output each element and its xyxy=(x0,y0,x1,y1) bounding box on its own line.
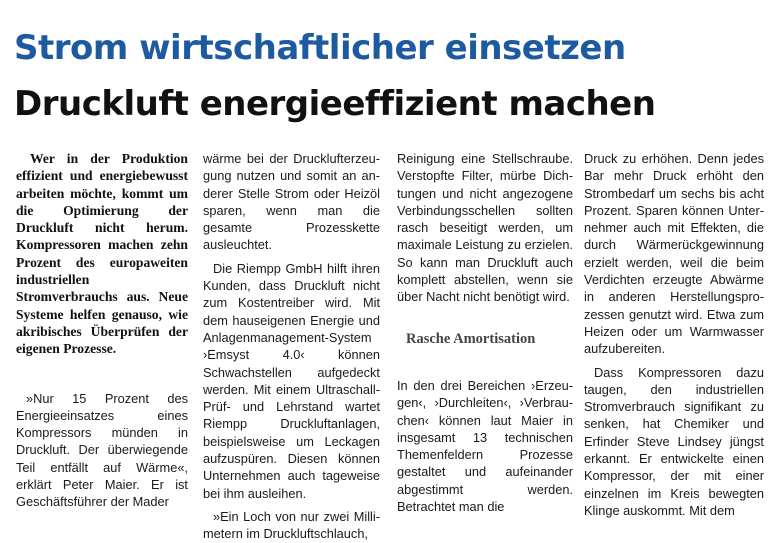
article-title: Druckluft energieeffizient machen xyxy=(14,84,656,124)
paragraph: Die Riempp GmbH hilft ihren Kunden, dass Druckluft nicht zum Kostentreiber wird. Mit dem hauseigenen Energie und Anlagenmanagement-System ›Emsyst 4.0‹ können Schwachstellen aufgedeckt werden. Mit einem Ultraschall-Prüf- und Lehrstand wartet Riempp Druckluftanlagen, beispielsweise um Leckagen aufzuspüren. Diesen können Unternehmen auch tageweise bei ihm ausleihen. xyxy=(203,260,380,501)
text-column-1 xyxy=(16,150,188,512)
paragraph: Dass Kompressoren dazu taugen, den industriellen Stromverbrauch signifikant zu senken, hat Chemiker und Erfinder Steve Lindsey jüngst erkannt. Er entwickelte einen Kompressor, der mit einer einzelnen im Kreis bewegten Klinge auskommt. Mit dem xyxy=(584,364,764,518)
text-column-3 xyxy=(397,150,573,515)
article-kicker: Strom wirtschaftlicher einsetzen xyxy=(14,28,626,68)
paragraph: wärme bei der Drucklufterzeugung nutzen und somit an anderer Stelle Strom oder Heizöl sparen, wenn man die gesamte Prozesskette ausleuchtet. xyxy=(203,151,380,253)
paragraph: Druck zu erhöhen. Denn jedes Bar mehr Druck erhöht den Strombedarf um sechs bis acht Prozent. Sparen können Unternehmer auch mit Effekten, die durch Wärmerückgewinnung erzielt werden, weil die beim Verdichten erzeugte Abwärme in anderen Herstellungsprozessen genutzt wird. Etwa zum Heizen oder um Warmwasser aufzubereiten. xyxy=(584,151,764,357)
section-subheading: Rasche Amortisation xyxy=(406,330,536,347)
article-lead: Wer in der Produktion effizient und energiebewusst arbeiten möchte, kommt um die Optimierung der Druckluft nicht herum. Kompressoren machen zehn Prozent des europaweiten industriellen Stromverbrauchs aus. Neue Systeme helfen genauso, wie akribisches Überprüfen der eigenen Prozesse. xyxy=(16,151,188,357)
paragraph: In den drei Bereichen ›Erzeugen‹, ›Durchleiten‹, ›Verbrauchen‹ können laut Maier in insgesamt 13 technischen Themenfeldern Prozesse gestaltet und aufeinander abgestimmt werden. Betrachtet man die xyxy=(397,377,573,515)
paragraph: »Ein Loch von nur zwei Millimetern im Druckluftschlauch, xyxy=(203,508,380,542)
text-column-2 xyxy=(203,150,380,542)
paragraph: »Nur 15 Prozent des Energieeinsatzes eines Kompressors münden in Druckluft. Der überwiegende Teil entfällt auf Wärme«, erklärt Peter Maier. Er ist Geschäftsführer der Mader xyxy=(16,390,188,510)
paragraph: Reinigung eine Stellschraube. Verstopfte Filter, mürbe Dichtungen und nicht angezogene Verbindungsschellen sollten rasch beseitigt werden, um maximale Leistung zu erzielen. So kann man Druckluft auch komplett abstellen, wenn sie über Nacht nicht benötigt wird. xyxy=(397,151,573,305)
text-column-4 xyxy=(584,150,764,518)
